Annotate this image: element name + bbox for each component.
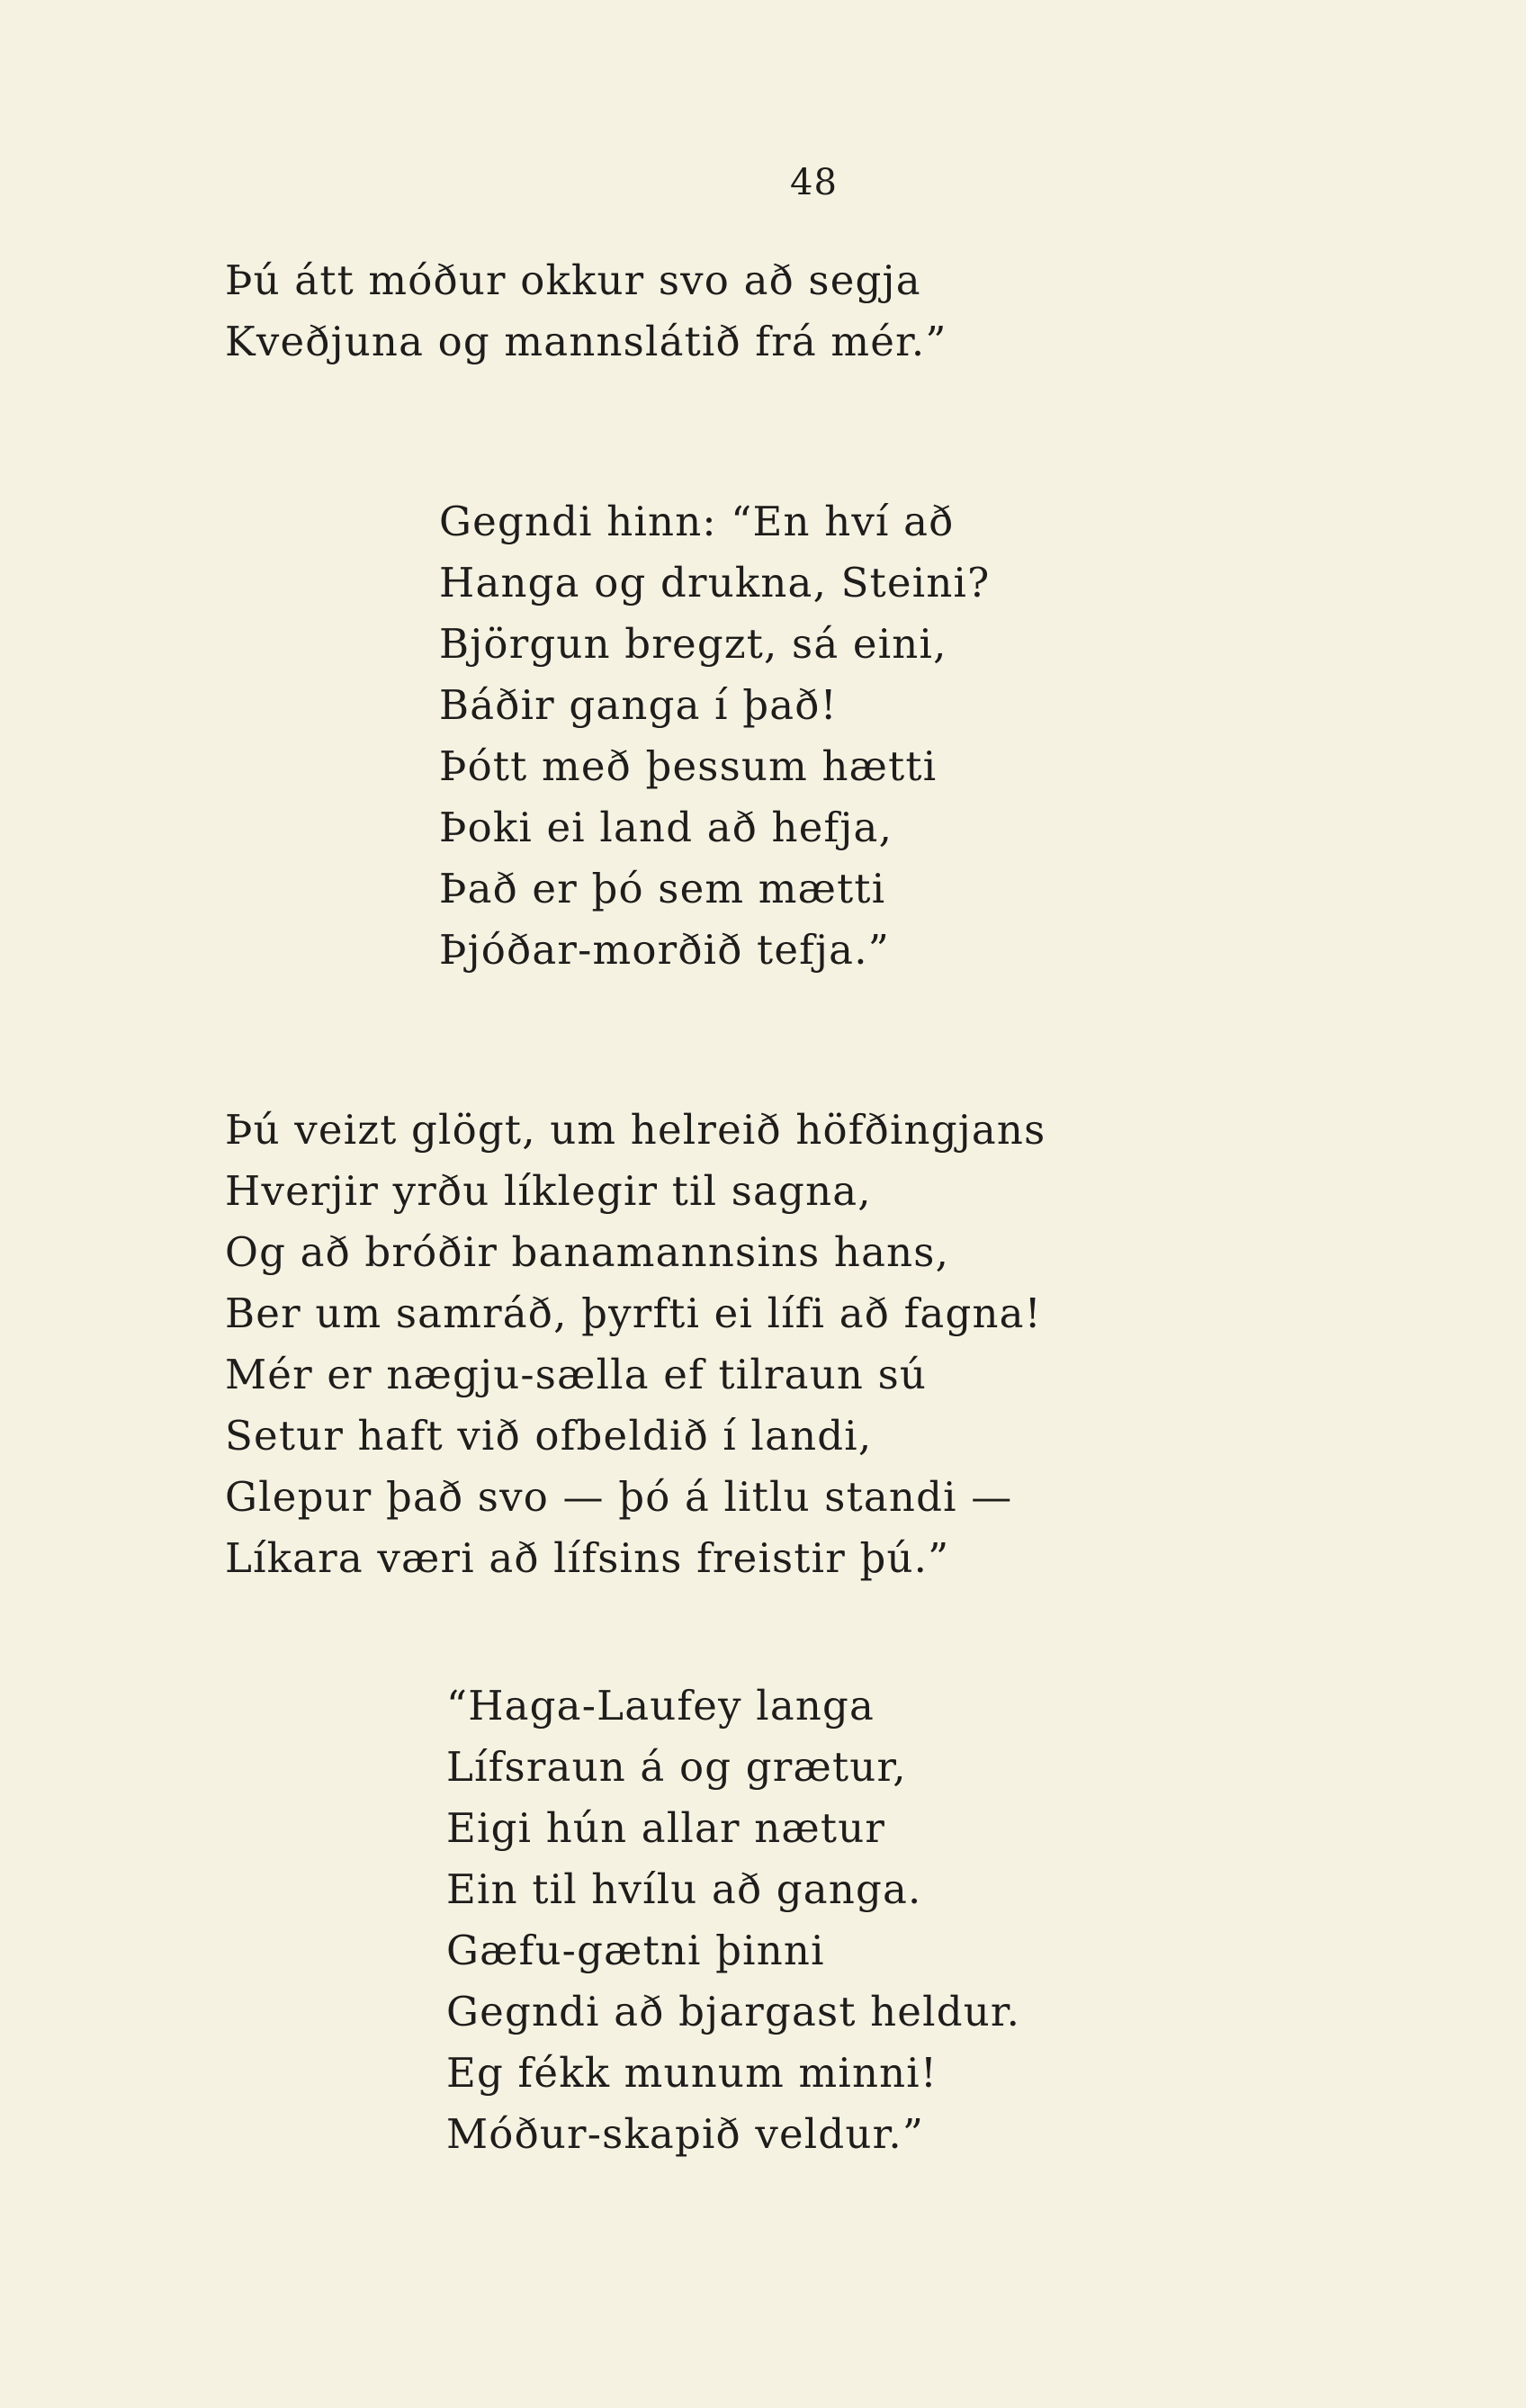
- verse-line: Mér er nægju-sælla ef tilraun sú: [225, 1351, 928, 1398]
- stanza: [446, 1676, 1020, 2165]
- verse-line: Eg fékk munum minni!: [446, 2049, 938, 2097]
- verse-line: Móður-skapið veldur.”: [446, 2110, 925, 2158]
- verse-line: Það er þó sem mætti: [439, 865, 886, 912]
- verse-line: Gegndi hinn: “En hví að: [439, 498, 955, 545]
- stanza: [439, 491, 990, 981]
- verse-line: Setur haft við ofbeldið í landi,: [225, 1412, 873, 1460]
- verse-line: Glepur það svo — þó á litlu standi —: [225, 1473, 1013, 1521]
- verse-line: Þoki ei land að hefja,: [439, 804, 893, 851]
- verse-line: Ber um samráð, þyrfti ei lífi að fagna!: [225, 1289, 1042, 1337]
- verse-line: “Haga-Laufey langa: [446, 1682, 875, 1730]
- verse-line: Lífsraun á og grætur,: [446, 1743, 907, 1791]
- verse-line: Gegndi að bjargast heldur.: [446, 1988, 1021, 2035]
- verse-line: Þjóðar-morðið tefja.”: [439, 926, 890, 974]
- stanza: [225, 250, 947, 373]
- verse-line: Björgun bregzt, sá eini,: [439, 620, 947, 668]
- verse-line: Þú átt móður okkur svo að segja: [225, 256, 921, 304]
- verse-line: Þótt með þessum hætti: [439, 742, 938, 790]
- verse-line: Og að bróðir banamannsins hans,: [225, 1228, 950, 1276]
- verse-line: Gæfu-gætni þinni: [446, 1927, 825, 1974]
- verse-line: Þú veizt glögt, um helreið höfðingjans: [225, 1106, 1046, 1154]
- verse-line: Kveðjuna og mannslátið frá mér.”: [225, 318, 947, 365]
- verse-line: Líkara væri að lífsins freistir þú.”: [225, 1534, 950, 1582]
- verse-line: Hverjir yrðu líklegir til sagna,: [225, 1167, 872, 1215]
- verse-line: Báðir ganga í það!: [439, 681, 838, 729]
- page-number: 48: [790, 162, 838, 203]
- verse-line: Hanga og drukna, Steini?: [439, 559, 991, 606]
- verse-line: Ein til hvílu að ganga.: [446, 1865, 922, 1913]
- verse-line: Eigi hún allar nætur: [446, 1804, 886, 1852]
- stanza: [225, 1100, 1046, 1589]
